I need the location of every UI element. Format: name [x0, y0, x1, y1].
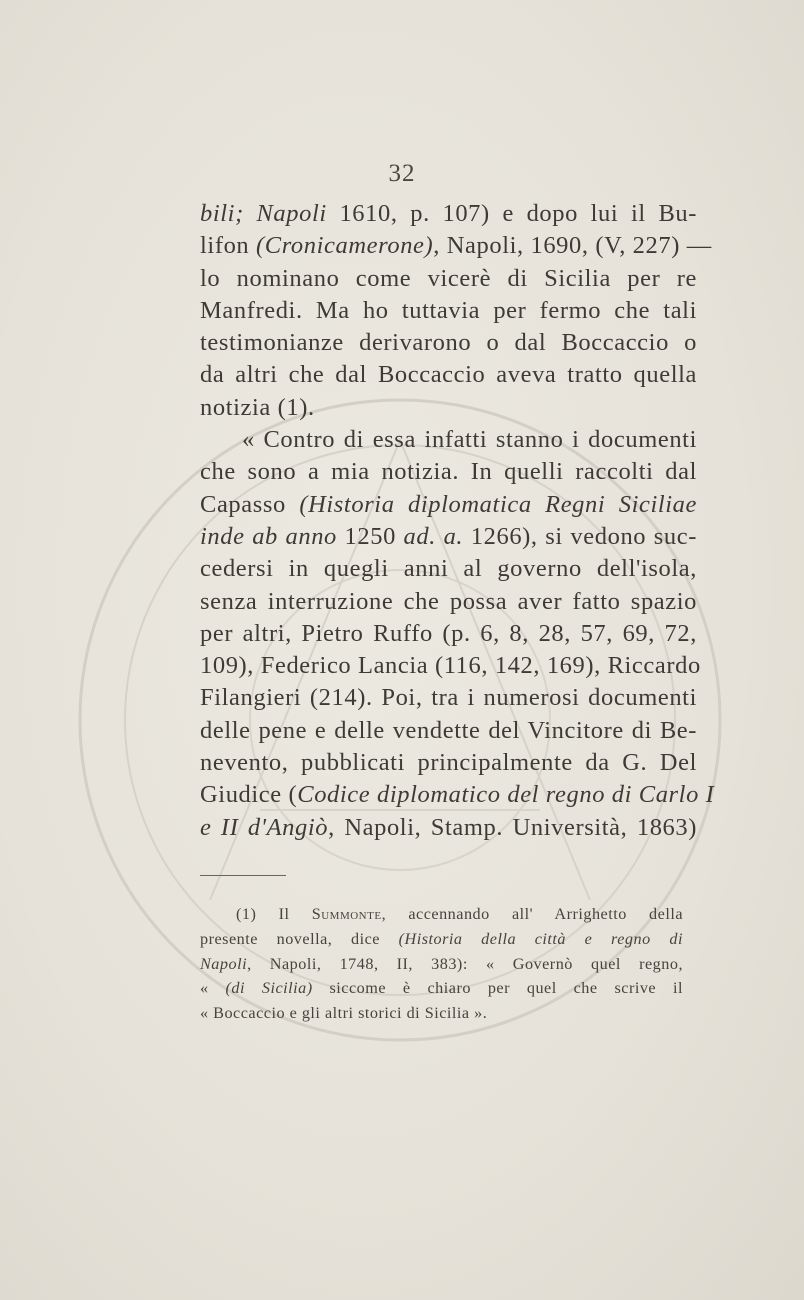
text-line: notizia (1).: [200, 393, 315, 421]
page-number: 32: [388, 160, 416, 187]
footnote-line: Napoli, Napoli, 1748, II, 383): « Governò quel regno,: [200, 954, 683, 973]
text-line: senza interruzione che possa aver fatto spazio: [200, 587, 697, 615]
text-line: da altri che dal Boccaccio aveva tratto quella: [200, 361, 697, 389]
text-line: inde ab anno 1250 ad. a. 1266), si vedono suc-: [200, 522, 697, 550]
text-line: « Contro di essa infatti stanno i documenti: [242, 426, 697, 454]
text-line: che sono a mia notizia. In quelli raccolti dal: [200, 458, 697, 486]
text-line: cedersi in quegli anni al governo dell'isola,: [200, 555, 697, 583]
text-line: Manfredi. Ma ho tuttavia per fermo che tali: [200, 296, 697, 324]
text-line: lifon (Cronicamerone), Napoli, 1690, (V, 227) —: [200, 232, 712, 260]
text-line: nevento, pubblicati principalmente da G. Del: [200, 749, 697, 777]
text-line: delle pene e delle vendette del Vincitore di Be-: [200, 716, 697, 744]
text-line: Filangieri (214). Poi, tra i numerosi documenti: [200, 684, 697, 712]
text-line: Giudice (Codice diplomatico del regno di Carlo I: [200, 781, 715, 809]
main-text: [200, 198, 715, 844]
footnote-separator: [200, 875, 286, 876]
text-line: 109), Federico Lancia (116, 142, 169), Riccardo: [200, 652, 701, 680]
footnote-line: presente novella, dice (Historia della città e regno di: [200, 929, 683, 948]
footnote-line: « Boccaccio e gli altri storici di Sicilia ».: [200, 1004, 488, 1023]
text-line: bili; Napoli 1610, p. 107) e dopo lui il Bu-: [200, 200, 697, 227]
text-line: per altri, Pietro Ruffo (p. 6, 8, 28, 57, 69, 72,: [200, 619, 697, 647]
text-line: testimonianze derivarono o dal Boccaccio o: [200, 329, 697, 357]
text-line: e II d'Angiò, Napoli, Stamp. Università, 1863): [200, 813, 697, 841]
text-line: lo nominano come vicerè di Sicilia per re: [200, 264, 697, 292]
footnote: [200, 902, 683, 1026]
footnote-line: (1) Il Summonte, accennando all' Arrighetto della: [236, 905, 683, 923]
footnote-line: « (di Sicilia) siccome è chiaro per quel che scrive il: [200, 979, 683, 998]
text-line: Capasso (Historia diplomatica Regni Siciliae: [200, 490, 698, 518]
